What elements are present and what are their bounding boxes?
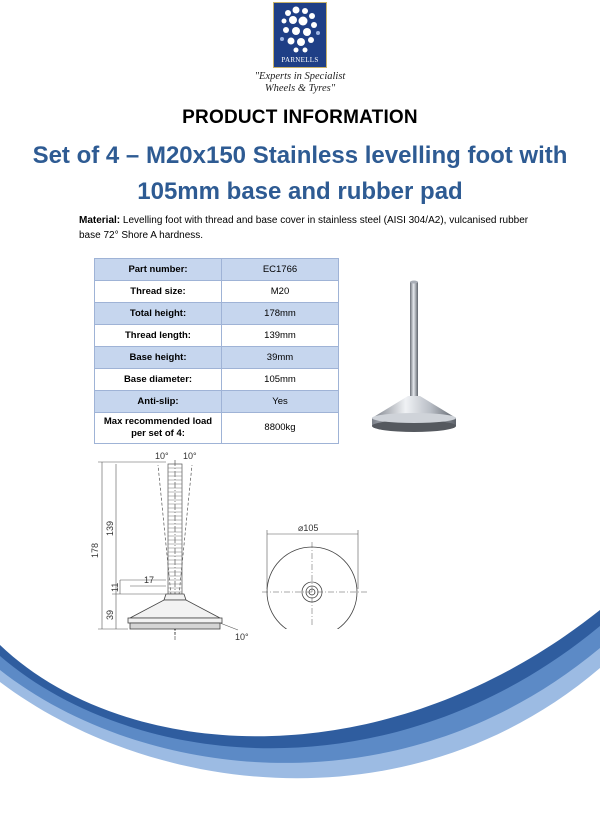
company-logo (273, 2, 327, 68)
spec-value: 39mm (222, 347, 339, 369)
tagline-line-1: "Experts in Specialist (254, 71, 346, 82)
spec-value: M20 (222, 281, 339, 303)
logo-brand-text: PARNELLS (281, 56, 319, 64)
base-height-label: 39 (105, 609, 115, 620)
total-height-label: 178 (90, 542, 100, 558)
spec-row (95, 281, 339, 303)
material-label: Material: (79, 215, 121, 226)
spec-table (94, 258, 339, 444)
spec-key: Base diameter: (95, 369, 222, 391)
spec-key: Max recommended load per set of 4: (95, 413, 222, 444)
angle-left-label: 10° (155, 451, 169, 461)
spec-key: Thread length: (95, 325, 222, 347)
diameter-label: ⌀105 (298, 523, 319, 533)
spec-row (95, 369, 339, 391)
spec-value: 178mm (222, 303, 339, 325)
spec-key: Part number: (95, 259, 222, 281)
decorative-wave (0, 590, 600, 836)
spec-row (95, 303, 339, 325)
spec-key: Thread size: (95, 281, 222, 303)
spec-row (95, 325, 339, 347)
spec-key: Total height: (95, 303, 222, 325)
material-description (79, 213, 539, 243)
spec-row (95, 391, 339, 413)
spec-value: 139mm (222, 325, 339, 347)
dim-11-label: 11 (110, 582, 120, 592)
spec-key: Anti-slip: (95, 391, 222, 413)
dim-17-label: 17 (144, 575, 155, 585)
tagline-line-2: Wheels & Tyres" (264, 83, 336, 94)
material-text: Levelling foot with thread and base cover in stainless steel (AISI 304/A2), vulcanised rubber base 72° Shore A hardness. (79, 215, 529, 241)
spec-row (95, 413, 339, 444)
spec-row (95, 259, 339, 281)
spec-value: EC1766 (222, 259, 339, 281)
page-heading: PRODUCT INFORMATION (182, 107, 418, 128)
spec-key: Base height: (95, 347, 222, 369)
product-image (366, 278, 466, 443)
spec-value: 105mm (222, 369, 339, 391)
logo-dots-graphic (274, 3, 326, 55)
spec-row (95, 347, 339, 369)
thread-length-label: 139 (105, 520, 115, 536)
angle-bottom-label: 10° (235, 632, 249, 642)
spec-value: 8800kg (222, 413, 339, 444)
product-title: Set of 4 – M20x150 Stainless levelling foot with 105mm base and rubber pad (32, 142, 568, 205)
spec-value: Yes (222, 391, 339, 413)
angle-right-label: 10° (183, 451, 197, 461)
logo-tagline (200, 71, 400, 95)
